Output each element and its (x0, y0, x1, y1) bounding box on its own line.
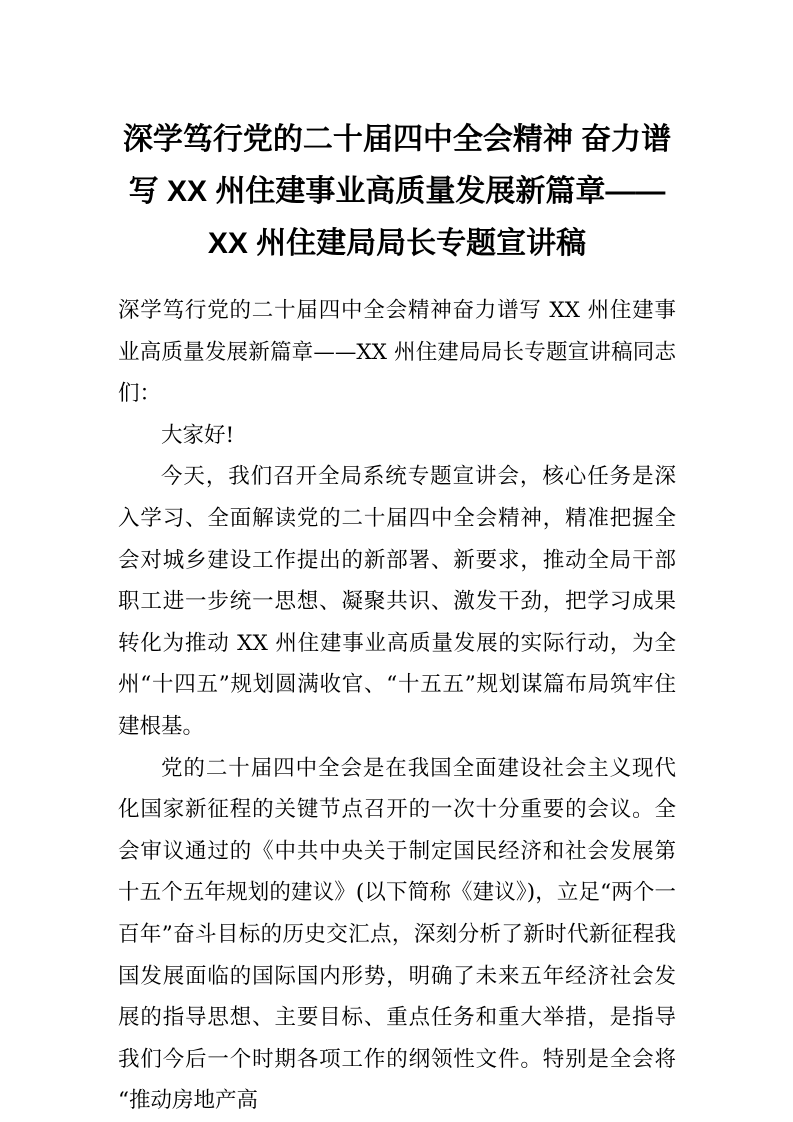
paragraph-salutation: 深学笃行党的二十届四中全会精神奋力谱写 XX 州住建事业高质量发展新篇章——XX 州住建局局长专题宣讲稿同志们： (118, 298, 676, 407)
paragraph-plenum-significance: 党的二十届四中全会是在我国全面建设社会主义现代化国家新征程的关键节点召开的一次十分重要的会议。全会审议通过的《中共中央关于制定国民经济和社会发展第十五个五年规划的建议》(以下简称《建议》)，立足“两个一百年”奋斗目标的历史交汇点，深刻分析了新时代新征程我国发展面临的国际国内形势，明确了未来五年经济社会发展的指导思想、主要目标、重点任务和重大举措，是指导我们今后一个时期各项工作的纲领性文件。特别是全会将“推动房地产高 (118, 755, 676, 1114)
paragraph-greeting: 大家好! (161, 422, 235, 448)
paragraph-meeting-purpose: 今天，我们召开全局系统专题宣讲会，核心任务是深入学习、全面解读党的二十届四中全会精神，精准把握全会对城乡建设工作提出的新部署、新要求，推动全局干部职工进一步统一思想、凝聚共识、激发干劲，把学习成果转化为推动 XX 州住建事业高质量发展的实际行动，为全州“十四五”规划圆满收官、“十五五”规划谋篇布局筑牢住建根基。 (118, 464, 676, 739)
document-title: 深学笃行党的二十届四中全会精神 奋力谱写 XX 州住建事业高质量发展新篇章——XX 州住建局局长专题宣讲稿 (122, 123, 672, 260)
